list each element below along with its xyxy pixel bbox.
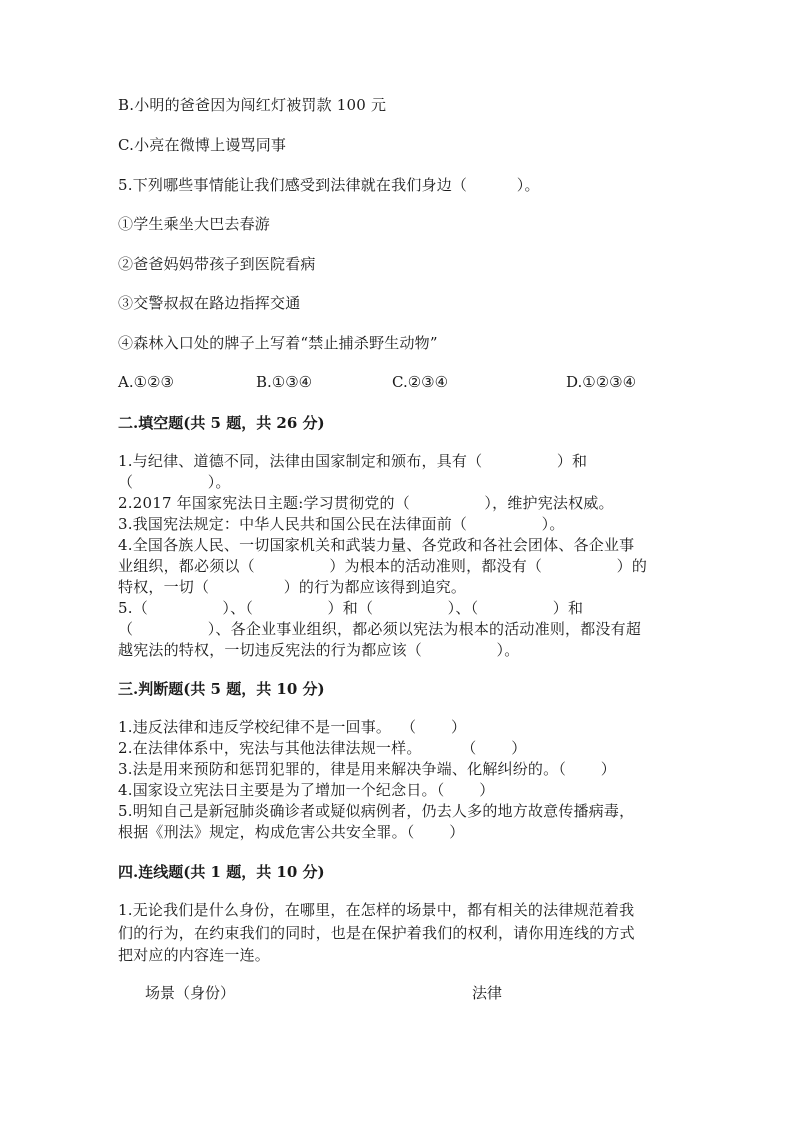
choice-c: C.②③④ <box>392 373 449 391</box>
item-2: ②爸爸妈妈带孩子到医院看病 <box>118 255 316 273</box>
fill-line: （ ）。 <box>118 473 231 491</box>
match-line: 把对应的内容连一连。 <box>118 946 271 964</box>
choice-d: D.①②③④ <box>566 373 637 391</box>
choice-a: A.①②③ <box>118 373 174 391</box>
judge-line: 根据《刑法》规定，构成危害公共安全罪。（ ） <box>118 823 465 841</box>
option-c-text: C.小亮在微博上谩骂同事 <box>118 136 287 154</box>
section-4-title: 四.连线题(共 1 题，共 10 分) <box>118 863 325 881</box>
fill-line: 越宪法的特权，一切违反宪法的行为都应该（ ）。 <box>118 641 520 659</box>
fill-line: 4.全国各族人民、一切国家机关和武装力量、各党政和各社会团体、各企业事 <box>118 536 635 554</box>
column-scene-label: 场景（身份） <box>145 984 236 1002</box>
question-5: 5.下列哪些事情能让我们感受到法律就在我们身边（ ）。 <box>118 176 540 194</box>
match-line: 们的行为，在约束我们的同时，也是在保护着我们的权利，请你用连线的方式 <box>118 924 635 942</box>
fill-line: 5.（ ）、（ ）和（ ）、（ ）和 <box>118 599 584 617</box>
judge-line: 3.法是用来预防和惩罚犯罪的，律是用来解决争端、化解纠纷的。（ ） <box>118 760 616 778</box>
fill-line: 2.2017 年国家宪法日主题:学习贯彻党的（ ），维护宪法权威。 <box>118 494 614 512</box>
item-4: ④森林入口处的牌子上写着“禁止捕杀野生动物” <box>118 334 438 352</box>
judge-line: 5.明知自己是新冠肺炎确诊者或疑似病例者，仍去人多的地方故意传播病毒， <box>118 802 635 820</box>
fill-line: 特权，一切（ ）的行为都应该得到追究。 <box>118 578 467 596</box>
judge-line: 1.违反法律和违反学校纪律不是一回事。 （ ） <box>118 718 467 736</box>
column-law-label: 法律 <box>472 984 503 1002</box>
choice-b: B.①③④ <box>256 373 313 391</box>
judge-line: 2.在法律体系中，宪法与其他法律法规一样。 （ ） <box>118 739 527 757</box>
fill-line: 1.与纪律、道德不同，法律由国家制定和颁布，具有（ ）和 <box>118 452 588 470</box>
judge-line: 4.国家设立宪法日主要是为了增加一个纪念日。（ ） <box>118 781 495 799</box>
match-line: 1.无论我们是什么身份，在哪里，在怎样的场景中，都有相关的法律规范着我 <box>118 901 635 919</box>
section-2-title: 二.填空题(共 5 题，共 26 分) <box>118 414 325 432</box>
section-3-title: 三.判断题(共 5 题，共 10 分) <box>118 680 325 698</box>
fill-line: （ ）、各企业事业组织，都必须以宪法为根本的活动准则，都没有超 <box>118 620 642 638</box>
option-b-text: B.小明的爸爸因为闯红灯被罚款 100 元 <box>118 96 387 114</box>
fill-line: 3.我国宪法规定：中华人民共和国公民在法律面前（ ）。 <box>118 515 565 533</box>
fill-line: 业组织，都必须以（ ）为根本的活动准则，都没有（ ）的 <box>118 557 648 575</box>
item-1: ①学生乘坐大巴去春游 <box>118 215 271 233</box>
item-3: ③交警叔叔在路边指挥交通 <box>118 294 301 312</box>
